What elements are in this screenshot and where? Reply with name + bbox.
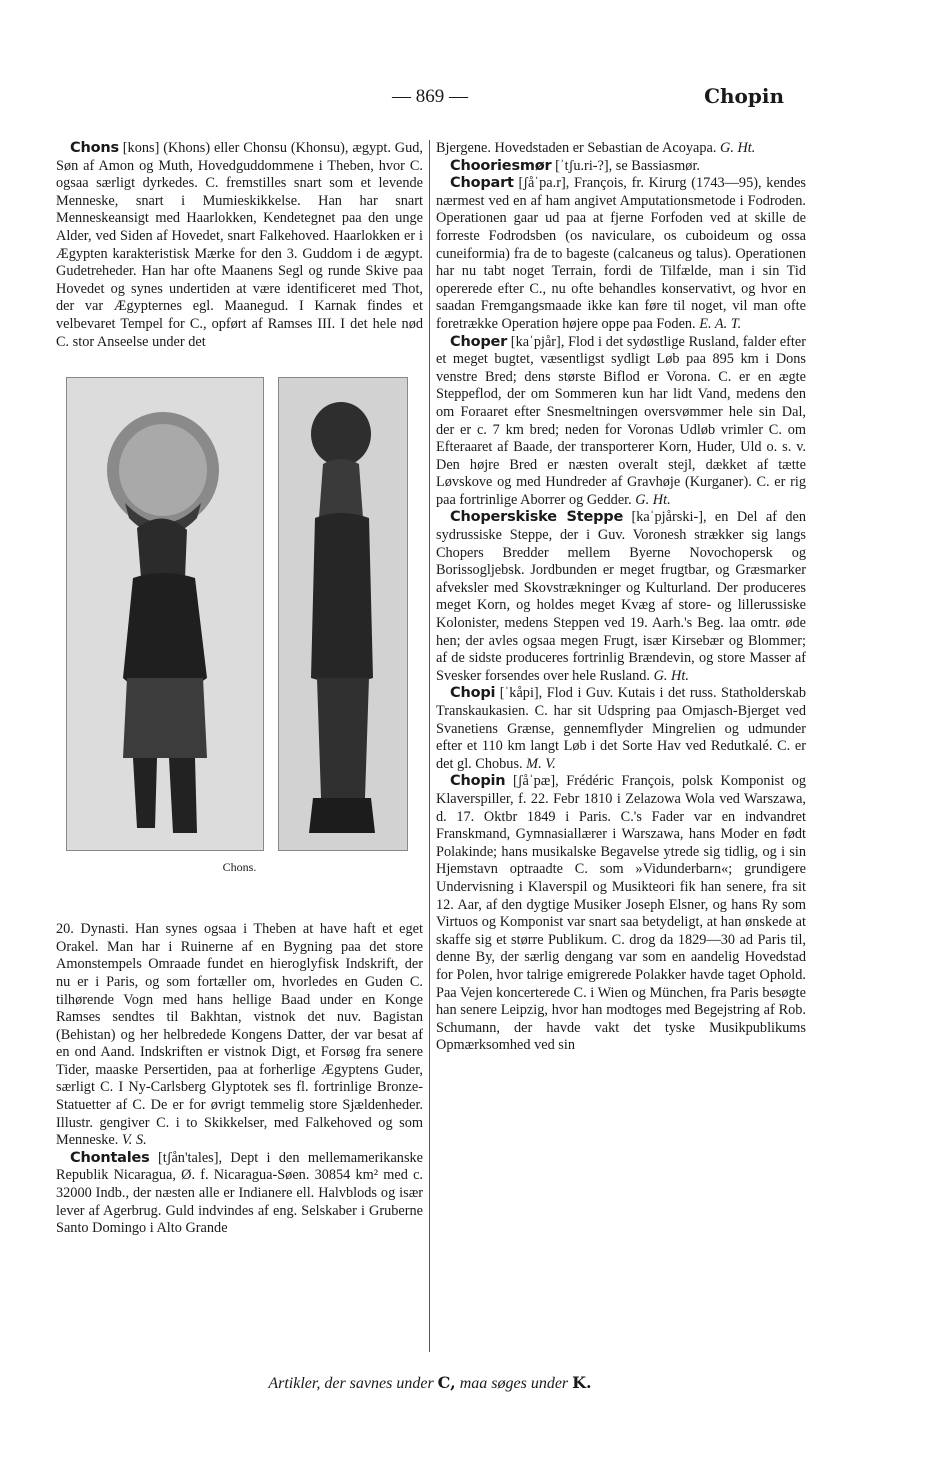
left-column [56,140,423,1238]
author-signature: G. Ht. [635,491,671,508]
entry-chontales: Chontales [tʃån'tales], Dept i den mellemamerikanske Republik Nicaragua, Ø. f. Nicaragua-Søen. 30854 km² med c. 32000 Indb., der næsten alle er Indianere ell. Halvblods og især lever af Agerbrug. Guld indvindes af eng. Selskaber i Gruberne Santo Domingo i Alto Grande [56,1149,423,1237]
headword-chontales: Chontales [70,1149,150,1166]
entry-chopi: Chopi [ˈkåpi], Flod i Guv. Kutais i det russ. Statholderskab Transkaukasien. C. har sit Udspring paa Omjasch-Bjerget ved Svanetiens Grænse, gennemflyder Mingrelien og udmunder efter et 110 km langt Løb i det Sorte Hav ved Redutkalé. C. er det gl. Chobus. M. V. [436,685,806,772]
entry-choper: Choper [kaˈpjår], Flod i det sydøstlige Rusland, falder efter et meget bugtet, væsentligst sydligt Løb paa 895 km i Dons venstre Bred; dens største Biflod er Vorona. C. er en ægte Steppeflod, der om Sommeren kun har lidt Vand, medens den om Foraaret efter Snesmeltningen oversvømmer hele sin Dal, der er c. 7 km bred; neden for Voronas Udløb vrimler C. om Efteraaret af Baade, der transporterer Korn, Huder, Uld o. s. v. Den højre Bred er næsten overalt stejl, dækket af tætte Løvskove og med Hundreder af Gravhøje (Kurganer). C. er rig paa fortrinlige Aborrer og Gedder. G. Ht. [436,333,806,508]
page-header [60,84,800,112]
headword-chopart: Chopart [450,175,514,192]
entry-chons-continued: 20. Dynasti. Han synes ogsaa i Theben at have haft et eget Orakel. Man har i Ruinerne af en Bygning paa det store Amonstempels Omraade fundet en hieroglyfisk Indskrift, der nu er i Paris, og som fortæller om, hvorledes en Guden C. tilhørende Vogn med hans hellige Baad under en Konge Ramses sendtes til Bakhtan, vistnok det nuv. Bagistan (Behistan) og her helbredede Kongens Datter, der var besat af en ond Aand. Indskriften er vistnok Digt, et Forsøg fra senere Tider, maaske Persertiden, paa at forherlige Ægyptens Guder, særligt C. I Ny-Carlsberg Glyptotek ses fl. fortrinlige Bronze-Statuetter af C. De er for øvrigt temmelig store Sjældenheder. Illustr. gengiver C. i to Skikkelser, med Falkehoved og som Menneske. V. S. [56,921,423,1149]
headword-choperskiske-steppe: Choperskiske Steppe [450,509,624,526]
right-column [436,140,806,1055]
letter-k: K. [572,1373,592,1392]
headword-chons: Chons [70,140,119,156]
page-number: — 869 — [392,86,468,107]
author-signature: G. Ht. [653,667,689,684]
entry-chons [56,140,423,351]
headword-chooriesmor: Chooriesmør [450,157,552,174]
human-form-statuette-image [278,377,408,851]
falcon-headed-statuette-image [66,377,264,851]
author-signature: V. S. [121,1132,147,1149]
author-signature: E. A. T. [699,315,742,332]
page-footer-note: Artikler, der savnes under C, maa søges under K. [268,1373,592,1392]
column-divider [429,140,430,1352]
running-head: Chopin [704,84,784,108]
entry-text: [kons] (Khons) eller Chonsu (Khonsu), ægypt. Gud, Søn af Amon og Muth, Hovedguddommene i Theben, hvor C. ogsaa særligt dyrkedes. C. fremstilles snart som et levende Menneske, snart i Mumieskikkelse. Han har snart Menneskeansigt med Haarlokken, Kendetegnet paa den unge Alder, ved Siden af Hovedet, snart Falkehoved. Haarlokken er i Ægypten karakteristisk Mærke for den 3. Guddom i de ægypt. Gudetreheder. Han har ofte Maanens Segl og runde Skive paa Hovedet og synes undertiden at være identificeret med Thot, der var Ægypternes egl. Maanegud. I Karnak findes et velbevaret Tempel for C., opført af Ramses III. I det hele nød C. stor Anseelse under det [56,140,423,350]
headword-choper: Choper [450,333,508,350]
figure-chons [56,377,423,899]
entry-chopin: Chopin [ʃåˈpæ], Frédéric François, polsk Komponist og Klaverspiller, f. 22. Febr 1810 i Zelazowa Wola ved Warszawa, d. 17. Oktbr 1849 i Paris. C.'s Fader var en indvandret Franskmand, Gymnasiallærer i Warszawa, hans Moder en født Polakinde; hans musikalske Begavelse ytrede sig tidlig, og i sin Hjemstavn optraadte C. som »Vidunderbarn«; grundigere Undervisning i Klaverspil og Musikteori fik han senere, fra sit 12. Aar, af den dygtige Musiker Joseph Elsner, og hans Ry som Virtuos og Komponist var snart saa betydeligt, at han ønskede at skaffe sig et større Publikum. C. drog da 1829—30 ad Paris til, denne By, der særlig dengang var som en aandelig Hovedstad for Polen, hvor talrige emigrerede Polakker havde taget Ophold. Paa Vejen koncerterede C. i Wien og München, fra Paris besøgte han senere Leipzig, hvor han modtoges med Begejstring af Rob. Schumann, der havde vakt det tyske Musikpublikums Opmærksomhed ved sin [436,773,806,1054]
entry-chontales-continued: Bjergene. Hovedstaden er Sebastian de Acoyapa. G. Ht. [436,140,756,156]
author-signature: G. Ht. [720,140,756,156]
entry-chooriesmor: Chooriesmør [ˈtʃu.ri-?], se Bassiasmør. [450,157,700,174]
entry-choperskiske-steppe: Choperskiske Steppe [kaˈpjårski-], en Del af den sydrussiske Steppe, der i Guv. Voronesh strækker sig langs Chopers Bredder mellem Byerne Novochopersk og Borissogljebsk. Jordbunden er meget frugtbar, og Græsmarker afveksler med Skovstrækninger og Kulturland. Der produceres meget Korn, og holdes meget Kvæg af store- og lillerussiske Kolonister, medens Steppen ved 19. Aarh.'s Beg. laa omtr. øde hen; der avles ogsaa megen Frugt, især Kirsebær og Blommer; af de sidste produceres fortrinlig Brændevin, og store Masser af Svesker forsendes over hele Rusland. G. Ht. [436,509,806,684]
figure-caption: Chons. [222,860,257,875]
letter-c: C, [437,1373,456,1392]
headword-chopi: Chopi [450,685,496,702]
author-signature: M. V. [526,755,556,772]
headword-chopin: Chopin [450,773,506,790]
entry-chopart: Chopart [ʃåˈpa.r], François, fr. Kirurg (1743—95), kendes nærmest ved en af ham angivet Amputationsmetode i Fodroden. Operationen gaar ud paa at fjerne Forfoden ved at skille de forreste Fodrodsben (os naviculare, os cuboideum og ossa cuneiformia) fra de to bageste (calcaneus og talus). Operationen har nu tabt noget Terrain, fordi de Tilfælde, man i sin Tid opererede efter C., nu ofte behandles konservativt, og hvor en saadan Fremgangsmaade ikke kan føre til noget, vil man ofte foretrække Operation højere oppe paa Foden. E. A. T. [436,175,806,332]
